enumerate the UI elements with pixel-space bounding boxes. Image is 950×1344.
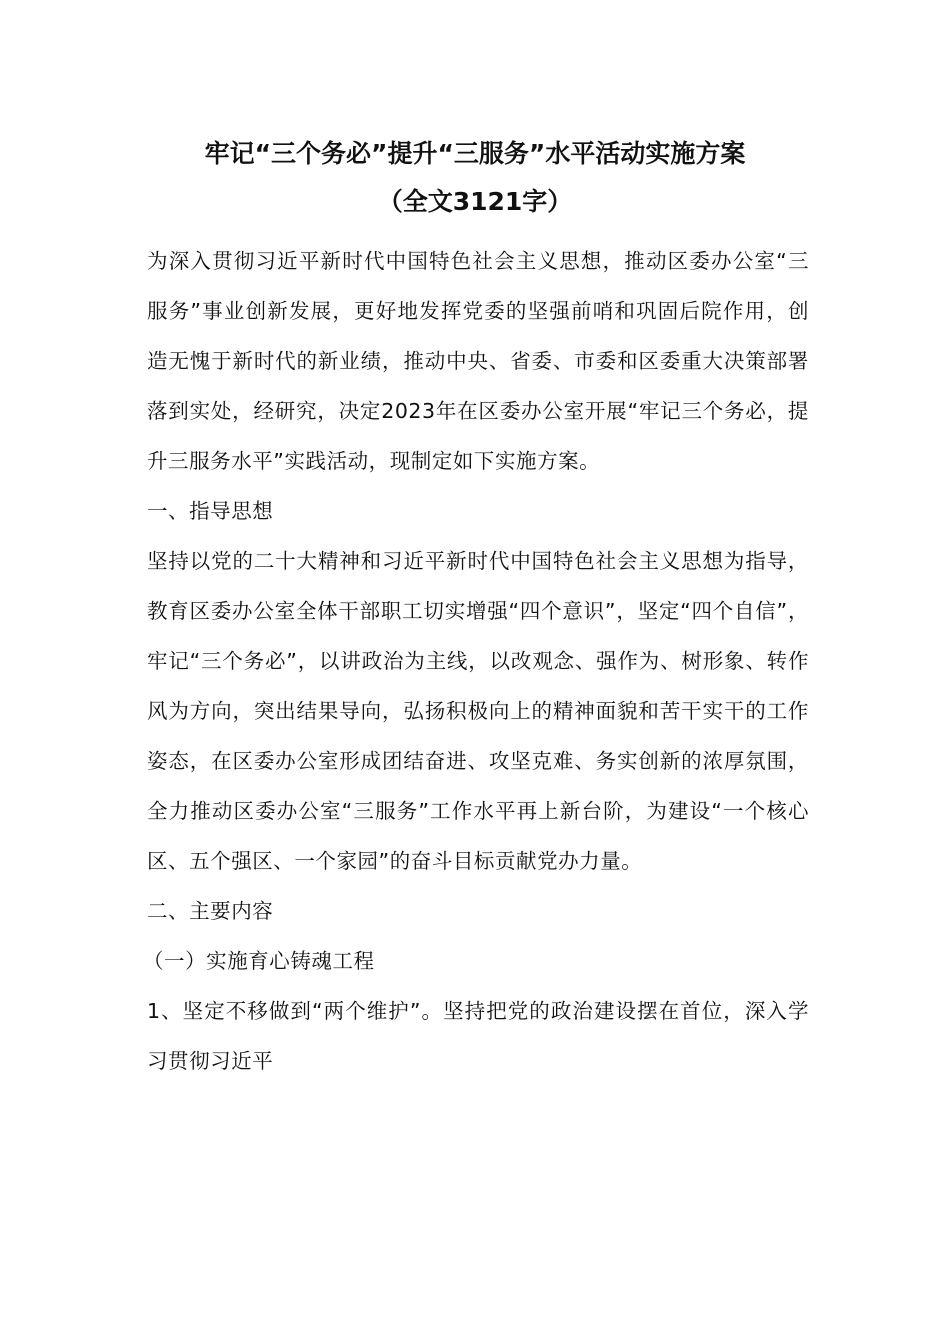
guiding-ideology-paragraph: 坚持以党的二十大精神和习近平新时代中国特色社会主义思想为指导，教育区委办公室全体干部职工切实增强“四个意识”，坚定“四个自信”，牢记“三个务必”，以讲政治为主线，以改观念、强作为、树形象、转作风为方向，突出结果导向，弘扬积极向上的精神面貌和苦干实干的工作姿态，在区委办公室形成团结奋进、攻坚克难、务实创新的浓厚氛围，全力推动区委办公室“三服务”工作水平再上新台阶，为建设“一个核心区、五个强区、一个家园”的奋斗目标贡献党办力量。 — [147, 549, 809, 873]
item-paragraph-two-safeguards: 1、坚定不移做到“两个维护”。坚持把党的政治建设摆在首位，深入学习贯彻习近平 — [147, 999, 809, 1073]
subsection-heading-soul-project: （一）实施育心铸魂工程 — [143, 949, 375, 973]
document-title: 牢记“三个务必”提升“三服务”水平活动实施方案 — [204, 139, 746, 168]
section-heading-guiding-ideology: 一、指导思想 — [147, 499, 274, 523]
document-subtitle: （全文3121字） — [377, 187, 573, 216]
document-body — [143, 236, 809, 1086]
section-heading-main-content: 二、主要内容 — [147, 899, 274, 923]
intro-paragraph: 为深入贯彻习近平新时代中国特色社会主义思想，推动区委办公室“三服务”事业创新发展，更好地发挥党委的坚强前哨和巩固后院作用，创造无愧于新时代的新业绩，推动中央、省委、市委和区委重大决策部署落到实处，经研究，决定2023年在区委办公室开展“牢记三个务必，提升三服务水平”实践活动，现制定如下实施方案。 — [147, 249, 809, 473]
